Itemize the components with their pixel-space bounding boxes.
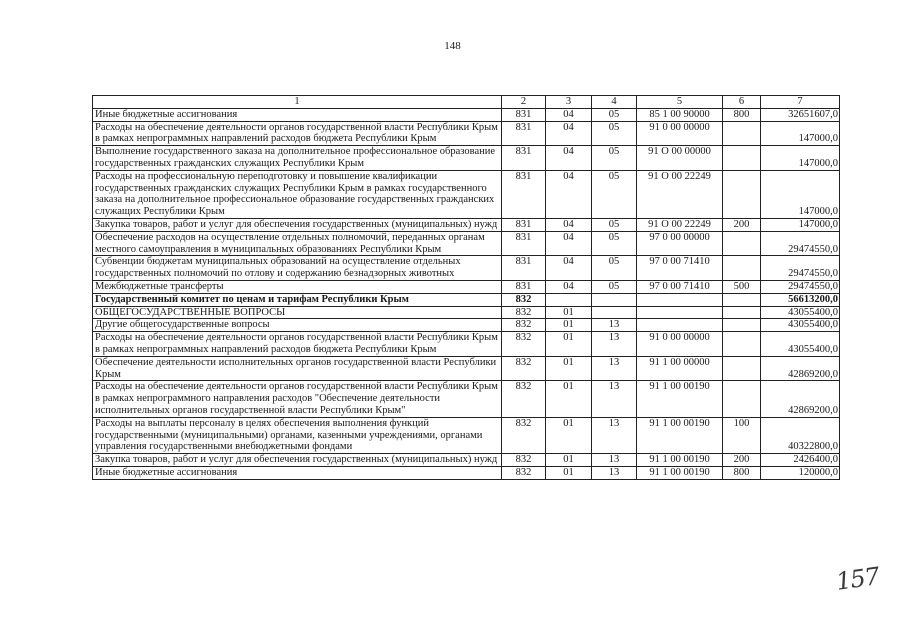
row-expense-type	[723, 256, 761, 281]
row-name: Закупка товаров, работ и услуг для обеспечения государственных (муниципальных) нужд	[93, 218, 502, 231]
row-target-article: 91 О 00 00000	[637, 146, 723, 171]
row-amount: 40322800,0	[761, 417, 840, 453]
table-row	[93, 356, 840, 381]
row-code: 832	[502, 381, 546, 417]
table-row	[93, 280, 840, 293]
row-section: 04	[546, 218, 592, 231]
row-target-article: 97 0 00 71410	[637, 256, 723, 281]
row-code: 832	[502, 356, 546, 381]
table-row	[93, 170, 840, 218]
row-name: Другие общегосударственные вопросы	[93, 319, 502, 332]
row-target-article: 91 0 00 00000	[637, 121, 723, 146]
row-subsection: 13	[592, 332, 637, 357]
row-code: 831	[502, 146, 546, 171]
row-subsection: 13	[592, 319, 637, 332]
row-section: 01	[546, 417, 592, 453]
page-number: 148	[444, 40, 461, 52]
row-target-article: 85 1 00 90000	[637, 108, 723, 121]
table-row	[93, 454, 840, 467]
table-row	[93, 417, 840, 453]
column-header-6: 6	[723, 96, 761, 109]
row-name: Государственный комитет по ценам и тарифам Республики Крым	[93, 293, 502, 306]
row-expense-type: 800	[723, 466, 761, 479]
row-code: 831	[502, 170, 546, 218]
column-header-1: 1	[93, 96, 502, 109]
row-target-article: 91 1 00 00190	[637, 381, 723, 417]
row-amount: 43055400,0	[761, 332, 840, 357]
table-row	[93, 381, 840, 417]
row-amount: 29474550,0	[761, 231, 840, 256]
row-target-article: 91 1 00 00190	[637, 417, 723, 453]
row-amount: 29474550,0	[761, 256, 840, 281]
row-expense-type	[723, 170, 761, 218]
row-section: 04	[546, 146, 592, 171]
row-name: Межбюджетные трансферты	[93, 280, 502, 293]
row-section	[546, 293, 592, 306]
row-section: 01	[546, 306, 592, 319]
row-target-article: 97 0 00 71410	[637, 280, 723, 293]
row-expense-type	[723, 293, 761, 306]
table-row	[93, 231, 840, 256]
row-target-article: 91 1 00 00190	[637, 466, 723, 479]
row-section: 04	[546, 280, 592, 293]
table-body	[93, 108, 840, 479]
row-target-article: 91 1 00 00190	[637, 454, 723, 467]
row-subsection: 05	[592, 218, 637, 231]
row-section: 04	[546, 170, 592, 218]
row-amount: 43055400,0	[761, 319, 840, 332]
row-code: 832	[502, 417, 546, 453]
row-subsection	[592, 293, 637, 306]
row-subsection: 05	[592, 121, 637, 146]
row-code: 831	[502, 108, 546, 121]
row-section: 01	[546, 454, 592, 467]
row-code: 832	[502, 293, 546, 306]
row-section: 04	[546, 256, 592, 281]
table-row	[93, 108, 840, 121]
table-row	[93, 256, 840, 281]
table-row	[93, 218, 840, 231]
table-row	[93, 319, 840, 332]
row-section: 04	[546, 121, 592, 146]
row-section: 01	[546, 332, 592, 357]
row-code: 832	[502, 466, 546, 479]
row-target-article: 91 О 00 22249	[637, 218, 723, 231]
row-expense-type: 200	[723, 218, 761, 231]
row-name: Расходы на обеспечение деятельности органов государственной власти Республики Крым в рамках непрограммного направления расходов "Обеспечение деятельности исполнительных органов государственной власти Республики Крым"	[93, 381, 502, 417]
row-code: 832	[502, 454, 546, 467]
row-code: 831	[502, 231, 546, 256]
row-expense-type	[723, 231, 761, 256]
row-expense-type	[723, 381, 761, 417]
table-row	[93, 121, 840, 146]
row-target-article: 91 1 00 00000	[637, 356, 723, 381]
row-amount: 42869200,0	[761, 381, 840, 417]
row-expense-type	[723, 121, 761, 146]
row-name: Закупка товаров, работ и услуг для обеспечения государственных (муниципальных) нужд	[93, 454, 502, 467]
row-subsection: 05	[592, 146, 637, 171]
row-section: 04	[546, 108, 592, 121]
table-row	[93, 466, 840, 479]
row-amount: 147000,0	[761, 146, 840, 171]
row-name: Расходы на обеспечение деятельности органов государственной власти Республики Крым в рамках непрограммных направлений расходов бюджета Республики Крым	[93, 332, 502, 357]
row-name: Выполнение государственного заказа на дополнительное профессиональное образование государственных гражданских служащих Республики Крым	[93, 146, 502, 171]
row-name: Обеспечение деятельности исполнительных органов государственной власти Республики Крым	[93, 356, 502, 381]
row-target-article	[637, 319, 723, 332]
row-section: 01	[546, 356, 592, 381]
row-subsection	[592, 306, 637, 319]
row-name: Иные бюджетные ассигнования	[93, 108, 502, 121]
row-subsection: 05	[592, 256, 637, 281]
row-subsection: 05	[592, 170, 637, 218]
row-subsection: 05	[592, 108, 637, 121]
row-target-article	[637, 306, 723, 319]
row-subsection: 13	[592, 381, 637, 417]
row-section: 01	[546, 319, 592, 332]
row-subsection: 13	[592, 454, 637, 467]
row-subsection: 13	[592, 466, 637, 479]
row-section: 04	[546, 231, 592, 256]
row-expense-type: 200	[723, 454, 761, 467]
column-header-7: 7	[761, 96, 840, 109]
row-name: ОБЩЕГОСУДАРСТВЕННЫЕ ВОПРОСЫ	[93, 306, 502, 319]
row-target-article	[637, 293, 723, 306]
header-row	[93, 96, 840, 109]
row-expense-type	[723, 356, 761, 381]
row-amount: 2426400,0	[761, 454, 840, 467]
row-section: 01	[546, 381, 592, 417]
row-expense-type	[723, 306, 761, 319]
table-row	[93, 306, 840, 319]
table-row	[93, 332, 840, 357]
row-subsection: 13	[592, 356, 637, 381]
row-code: 832	[502, 319, 546, 332]
row-name: Расходы на выплаты персоналу в целях обеспечения выполнения функций государственными (муниципальными) органами, казенными учреждениями, органами управления государственными внебюджетными фондами	[93, 417, 502, 453]
row-amount: 42869200,0	[761, 356, 840, 381]
row-subsection: 13	[592, 417, 637, 453]
row-subsection: 05	[592, 231, 637, 256]
row-section: 01	[546, 466, 592, 479]
handwritten-page-mark: 157	[834, 562, 881, 596]
row-target-article: 91 0 00 00000	[637, 332, 723, 357]
row-expense-type	[723, 146, 761, 171]
row-expense-type: 100	[723, 417, 761, 453]
table-row	[93, 146, 840, 171]
row-name: Субвенции бюджетам муниципальных образований на осуществление отдельных государственных полномочий по отлову и содержанию безнадзорных животных	[93, 256, 502, 281]
column-header-5: 5	[637, 96, 723, 109]
row-amount: 120000,0	[761, 466, 840, 479]
row-amount: 147000,0	[761, 218, 840, 231]
row-expense-type	[723, 332, 761, 357]
row-subsection: 05	[592, 280, 637, 293]
row-name: Иные бюджетные ассигнования	[93, 466, 502, 479]
row-expense-type: 800	[723, 108, 761, 121]
row-amount: 147000,0	[761, 121, 840, 146]
row-name: Обеспечение расходов на осуществление отдельных полномочий, переданных органам местного самоуправления в муниципальных образованиях Республики Крым	[93, 231, 502, 256]
row-target-article: 97 0 00 00000	[637, 231, 723, 256]
row-code: 832	[502, 332, 546, 357]
row-expense-type: 500	[723, 280, 761, 293]
row-code: 831	[502, 121, 546, 146]
table-row	[93, 293, 840, 306]
row-amount: 32651607,0	[761, 108, 840, 121]
row-code: 831	[502, 256, 546, 281]
row-name: Расходы на обеспечение деятельности органов государственной власти Республики Крым в рамках непрограммных направлений расходов бюджета Республики Крым	[93, 121, 502, 146]
budget-table	[92, 95, 840, 480]
row-target-article: 91 О 00 22249	[637, 170, 723, 218]
row-code: 832	[502, 306, 546, 319]
column-header-2: 2	[502, 96, 546, 109]
column-header-4: 4	[592, 96, 637, 109]
row-code: 831	[502, 280, 546, 293]
row-amount: 56613200,0	[761, 293, 840, 306]
column-header-3: 3	[546, 96, 592, 109]
row-name: Расходы на профессиональную переподготовку и повышение квалификации государственных гражданских служащих Республики Крым в рамках государственного заказа на дополнительное профессиональное образование государственных гражданских служащих Республики Крым	[93, 170, 502, 218]
row-expense-type	[723, 319, 761, 332]
row-amount: 43055400,0	[761, 306, 840, 319]
row-amount: 29474550,0	[761, 280, 840, 293]
row-amount: 147000,0	[761, 170, 840, 218]
row-code: 831	[502, 218, 546, 231]
